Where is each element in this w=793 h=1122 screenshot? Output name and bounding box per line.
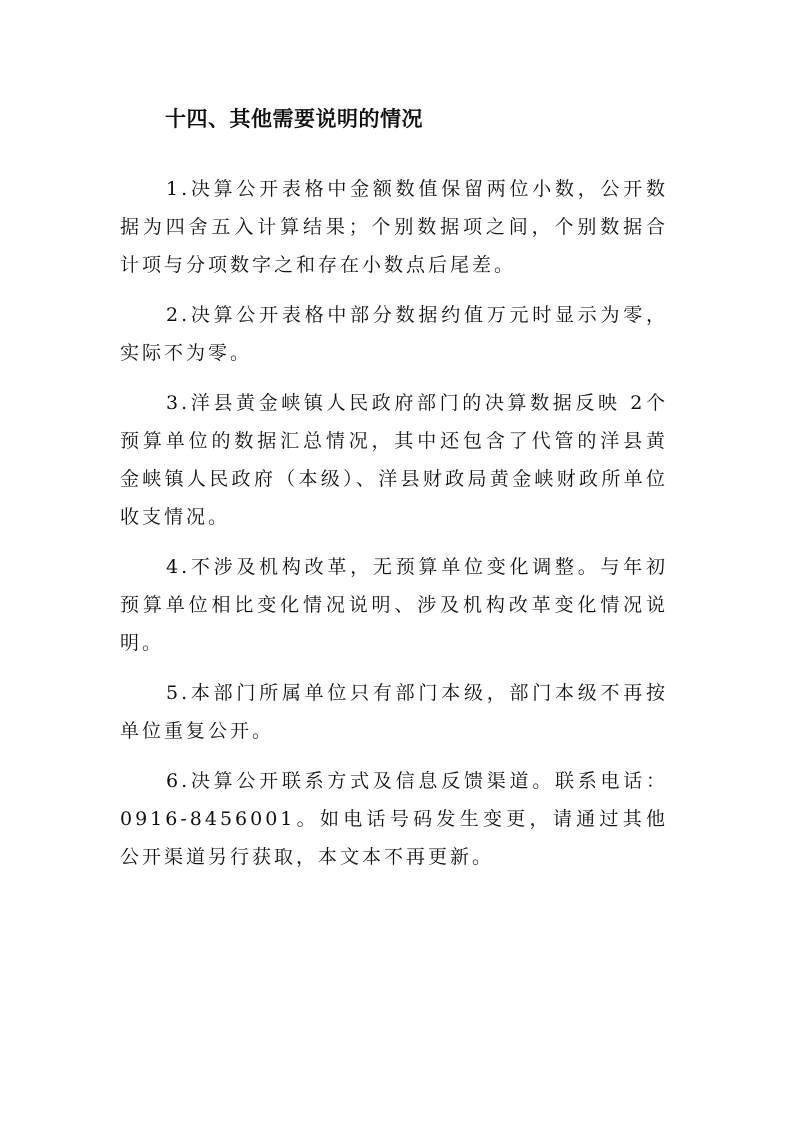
paragraph-6: 6.决算公开联系方式及信息反馈渠道。联系电话：0916-8456001。如电话号码发生变更，请通过其他公开渠道另行获取，本文本不再更新。 — [120, 770, 668, 868]
paragraph-2: 2.决算公开表格中部分数据约值万元时显示为零，实际不为零。 — [120, 304, 668, 364]
paragraph-5: 5.本部门所属单位只有部门本级，部门本级不再按单位重复公开。 — [120, 682, 668, 742]
paragraph-4: 4.不涉及机构改革，无预算单位变化调整。与年初预算单位相比变化情况说明、涉及机构改革变化情况说明。 — [120, 556, 668, 654]
section-body — [120, 170, 668, 888]
paragraph-1: 1.决算公开表格中金额数值保留两位小数，公开数据为四舍五入计算结果；个别数据项之间，个别数据合计项与分项数字之和存在小数点后尾差。 — [120, 178, 668, 276]
section-heading: 十四、其他需要说明的情况 — [165, 107, 423, 131]
paragraph-3: 3.洋县黄金峡镇人民政府部门的决算数据反映 2个预算单位的数据汇总情况，其中还包含了代管的洋县黄金峡镇人民政府（本级）、洋县财政局黄金峡财政所单位收支情况。 — [120, 392, 668, 528]
